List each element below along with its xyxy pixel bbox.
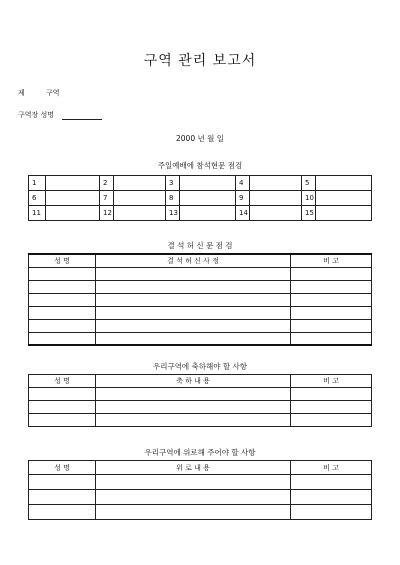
attendance-cell — [46, 191, 100, 206]
attendance-number: 4 — [236, 176, 250, 191]
attendance-number: 14 — [236, 206, 250, 221]
attendance-number: 12 — [100, 206, 114, 221]
attendance-row — [29, 206, 372, 221]
attendance-cell — [316, 206, 372, 221]
table-row — [29, 319, 372, 332]
attendance-number: 13 — [166, 206, 180, 221]
absence-header-name: 성 명 — [29, 254, 96, 267]
absence-header-reason: 결 석 허 신 사 정 — [96, 254, 291, 267]
date-line: 2000 년 월 일 — [176, 134, 224, 143]
table-row — [29, 401, 372, 414]
table-row — [29, 267, 372, 280]
attendance-heading: 주일예배에 참석현문 점검 — [157, 161, 243, 170]
absence-heading: 결 석 허 신 문 점 검 — [167, 241, 233, 250]
attendance-cell — [180, 206, 236, 221]
attendance-cell — [114, 176, 166, 191]
attendance-number: 8 — [166, 191, 180, 206]
attendance-number: 6 — [29, 191, 46, 206]
attendance-cell — [316, 191, 372, 206]
attendance-cell — [180, 191, 236, 206]
attendance-row — [29, 176, 372, 191]
congrats-header-name: 성 명 — [29, 375, 96, 388]
attendance-number: 11 — [29, 206, 46, 221]
attendance-table — [28, 175, 372, 221]
comfort-header-row — [29, 461, 372, 475]
table-row — [29, 505, 372, 520]
attendance-cell — [316, 176, 372, 191]
attendance-cell — [46, 176, 100, 191]
table-row — [29, 414, 372, 427]
attendance-number: 10 — [302, 191, 316, 206]
attendance-cell — [114, 206, 166, 221]
congrats-heading: 우리구역에 축하해야 할 사항 — [152, 362, 248, 371]
attendance-number: 15 — [302, 206, 316, 221]
attendance-number: 1 — [29, 176, 46, 191]
page-title: 구역 관리 보고서 — [143, 53, 257, 69]
district-suffix: 구역 — [46, 89, 60, 97]
attendance-cell — [250, 191, 302, 206]
table-row — [29, 306, 372, 319]
table-row — [29, 475, 372, 490]
attendance-number: 9 — [236, 191, 250, 206]
comfort-header-content: 위 로 내 용 — [96, 461, 291, 475]
comfort-table — [28, 460, 372, 520]
attendance-number: 5 — [302, 176, 316, 191]
congrats-table — [28, 374, 372, 427]
table-row — [29, 332, 372, 345]
attendance-cell — [114, 191, 166, 206]
comfort-header-name: 성 명 — [29, 461, 96, 475]
congrats-header-content: 축 하 내 용 — [96, 375, 291, 388]
attendance-number: 3 — [166, 176, 180, 191]
district-label: 제 — [18, 89, 25, 97]
comfort-heading: 우리구역에 위로해 주어야 할 사항 — [144, 448, 256, 457]
absence-header-row — [29, 254, 372, 267]
attendance-row — [29, 191, 372, 206]
attendance-number: 7 — [100, 191, 114, 206]
absence-header-note: 비 고 — [291, 254, 372, 267]
table-row — [29, 280, 372, 293]
congrats-header-row — [29, 375, 372, 388]
leader-name-line — [62, 119, 102, 120]
table-row — [29, 490, 372, 505]
table-row — [29, 293, 372, 306]
congrats-header-note: 비 고 — [291, 375, 372, 388]
attendance-cell — [250, 206, 302, 221]
table-row — [29, 388, 372, 401]
comfort-header-note: 비 고 — [291, 461, 372, 475]
attendance-cell — [46, 206, 100, 221]
attendance-cell — [180, 176, 236, 191]
attendance-cell — [250, 176, 302, 191]
attendance-number: 2 — [100, 176, 114, 191]
leader-label: 구역장 성명 — [18, 111, 55, 119]
absence-table — [28, 253, 372, 346]
